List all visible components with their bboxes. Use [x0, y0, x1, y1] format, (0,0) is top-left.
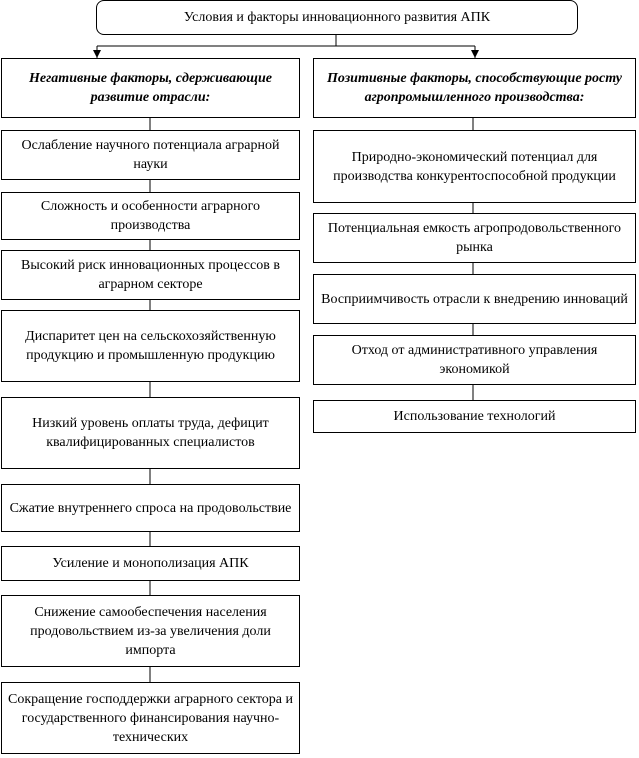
negative-factor-text: Сложность и особенности аграрного производства [40, 199, 261, 233]
positive-factor-text: Природно-экономический потенциал для производства конкурентоспособной продукции [333, 149, 616, 184]
negative-factor-6 [1, 484, 300, 532]
negative-factor-4 [1, 310, 300, 382]
negative-factor-text: Ослабление научного потенциала аграрной науки [21, 138, 280, 172]
negative-factor-text: Усиление и монополизация АПК [52, 556, 249, 571]
negative-header [1, 58, 300, 118]
positive-factor-4 [313, 335, 636, 385]
positive-factor-text: Восприимчивость отрасли к внедрению инноваций [321, 291, 628, 307]
negative-factor-7 [1, 546, 300, 581]
positive-factor-text: Отход от административного управления экономикой [351, 343, 598, 377]
positive-factor-text: Потенциальная емкость агропродовольственного рынка [327, 221, 622, 255]
positive-header-text: Позитивные факторы, способствующие росту агропромышленного производства: [326, 71, 623, 105]
negative-factor-5 [1, 397, 300, 469]
positive-factor-5 [313, 400, 636, 433]
negative-factor-text: Высокий риск инновационных процессов в аграрном секторе [21, 258, 280, 292]
negative-factor-1 [1, 130, 300, 180]
negative-factor-8 [1, 595, 300, 667]
negative-factor-9 [1, 682, 300, 754]
positive-header [313, 58, 636, 118]
positive-factor-3 [313, 274, 636, 324]
positive-factor-2 [313, 213, 636, 263]
negative-factor-text: Диспаритет цен на сельскохозяйственную продукцию и промышленную продукцию [25, 329, 276, 363]
negative-header-text: Негативные факторы, сдерживающие развитие отрасли: [29, 71, 272, 105]
negative-factor-3 [1, 250, 300, 300]
negative-factor-text: Сжатие внутреннего спроса на продовольствие [9, 500, 292, 516]
positive-factor-text: Использование технологий [393, 409, 556, 424]
negative-factor-2 [1, 192, 300, 240]
title-text: Условия и факторы инновационного развития АПК [183, 10, 491, 25]
negative-factor-text: Низкий уровень оплаты труда, дефицит квалифицированных специалистов [32, 416, 269, 450]
negative-factor-text: Сокращение господдержки аграрного сектора и государственного финансирования научно-технических [8, 691, 293, 745]
diagram-title [96, 0, 578, 35]
positive-factor-1 [313, 130, 636, 203]
negative-factor-text: Снижение самообеспечения населения продовольствием из-за увеличения доли импорта [30, 604, 271, 658]
